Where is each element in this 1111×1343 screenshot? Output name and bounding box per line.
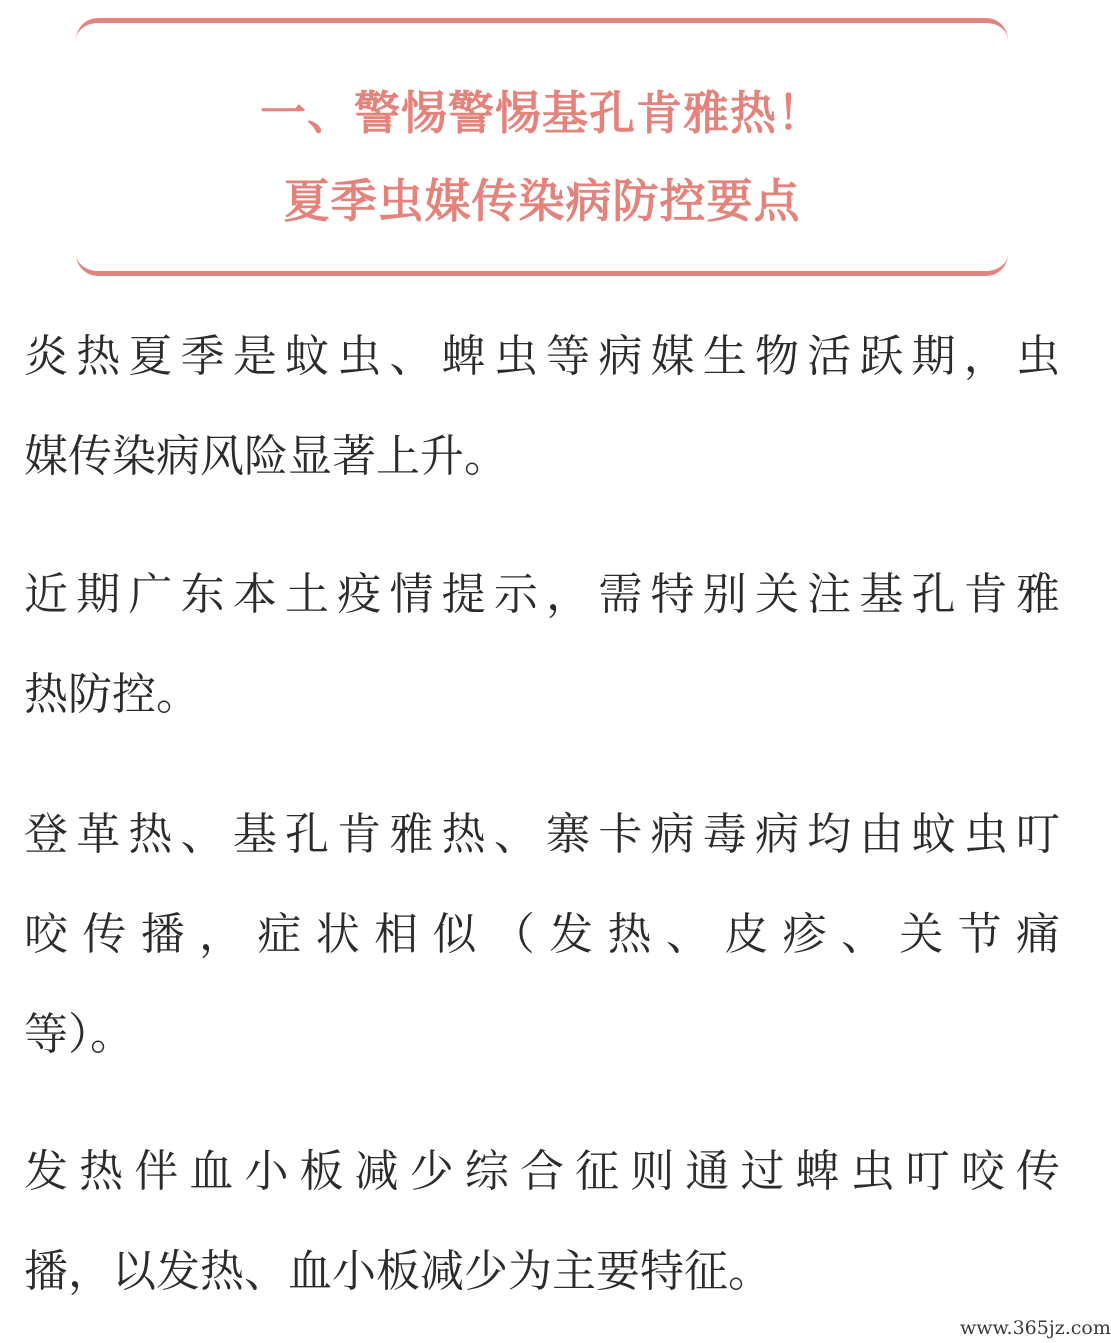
section-title: 一、警惕警惕基孔肯雅热！ — [260, 86, 824, 140]
site-watermark: www.365jz.com — [960, 1317, 1111, 1339]
paragraph-line: 播，以发热、血小板减少为主要特征。 — [24, 1246, 772, 1297]
paragraph-mosquito-diseases — [24, 785, 1060, 1085]
paragraph-line: 热防控。 — [24, 669, 200, 720]
paragraph-line: 等）。 — [24, 1009, 134, 1060]
paragraph-line: 近期广东本土疫情提示，需特别关注基孔肯雅 — [24, 569, 1060, 620]
paragraph-line: 发热伴血小板减少综合征则通过蜱虫叮咬传 — [24, 1146, 1060, 1197]
paragraph-line: 媒传染病风险显著上升。 — [24, 431, 508, 482]
paragraph-tick-disease — [24, 1122, 1060, 1322]
paragraph-summer-vectors — [24, 307, 1060, 507]
paragraph-line: 登革热、基孔肯雅热、寨卡病毒病均由蚊虫叮 — [24, 809, 1060, 860]
section-subtitle: 夏季虫媒传染病防控要点 — [283, 174, 801, 228]
section-header-box — [76, 18, 1008, 276]
paragraph-line: 炎热夏季是蚊虫、蜱虫等病媒生物活跃期，虫 — [24, 331, 1060, 382]
paragraph-line: 咬传播，症状相似（发热、皮疹、关节痛 — [24, 909, 1060, 960]
paragraph-guangdong-alert — [24, 545, 1060, 745]
